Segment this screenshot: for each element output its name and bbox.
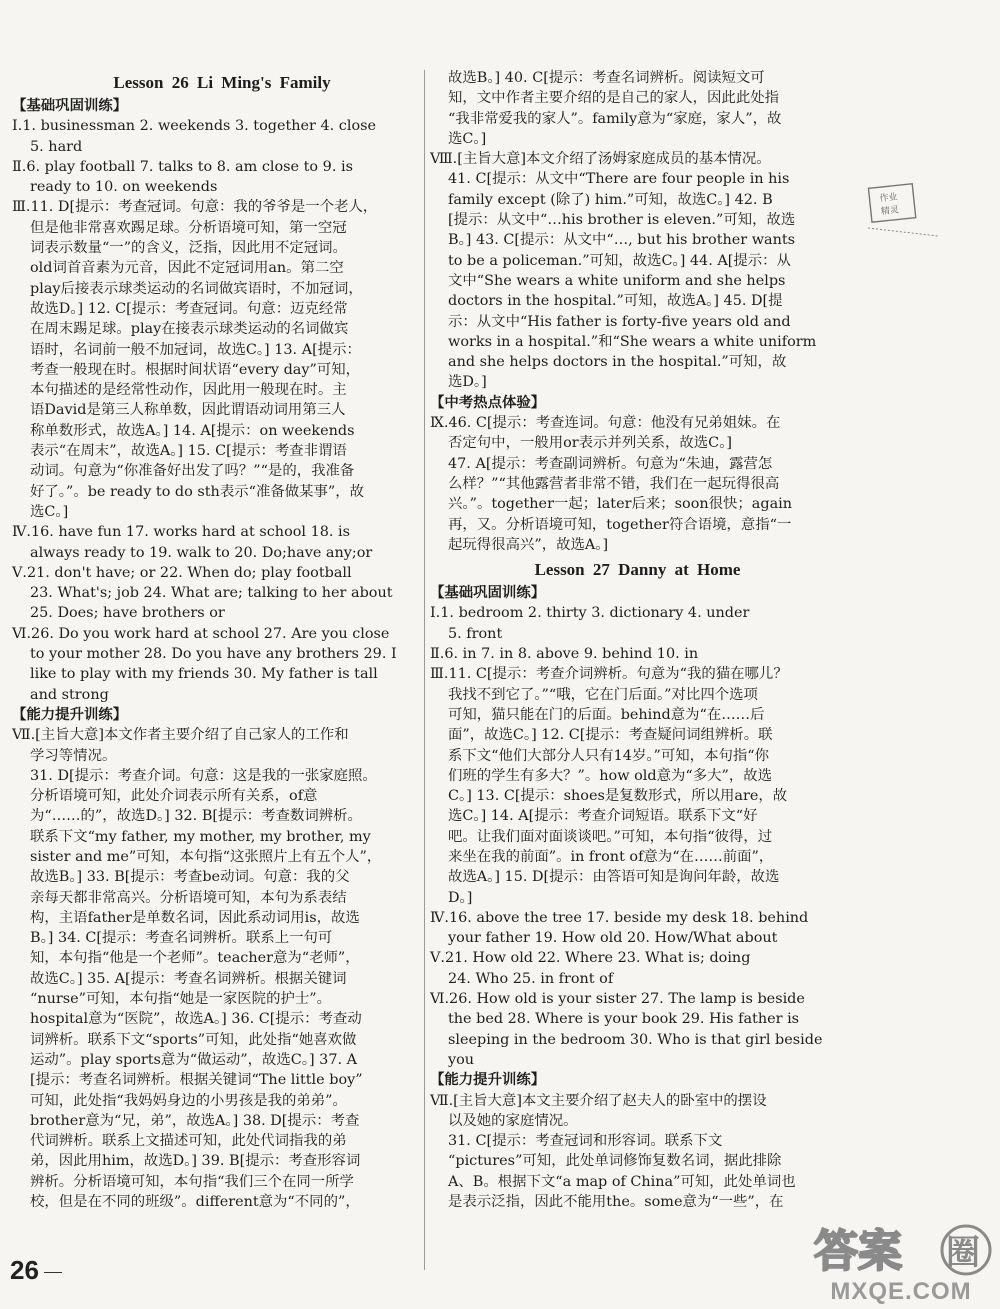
section-heading-advanced-27: 【能力提升训练】 [430, 1072, 546, 1089]
answer-block-exam [430, 413, 845, 555]
answer-line: Ⅱ.6. play football 7. talks to 8. am close to 9. is [12, 158, 353, 175]
answer-line: your father 19. How old 20. How/What about [448, 930, 778, 947]
answer-line: 表示“在周末”，故选A。] 15. C[提示：考查非谓语 [30, 443, 347, 460]
answer-line: 面”，故选C。] 12. C[提示：考查疑问词组辨析。联 [448, 727, 773, 744]
answer-line: 起玩得很高兴”，故选A。] [448, 536, 609, 553]
answer-line: 好了。”。be ready to do sth表示“准备做某事”，故 [30, 483, 365, 500]
lesson-27-title: Lesson 27 Danny at Home [534, 560, 741, 580]
answer-line: 文中“She wears a white uniform and she helps [448, 272, 786, 289]
homework-stamp-logo [862, 182, 942, 240]
answer-line: Ⅳ.16. have fun 17. works hard at school 18. is [12, 524, 351, 541]
answer-block-advanced [12, 725, 432, 1212]
answer-line: Ⅰ.1. bedroom 2. thirty 3. dictionary 4. under [430, 605, 750, 622]
answer-line: the bed 28. Where is your book 29. His father is [448, 1011, 800, 1028]
answer-line: to your mother 28. Do you have any brothers 29. I [30, 646, 397, 663]
answer-line: 47. A[提示：考查副词辨析。句意为“朱迪，露营怎 [448, 455, 773, 472]
answer-line: 称单数形式，故选A。] 14. A[提示：on weekends [30, 422, 355, 439]
answer-line: Ⅵ.26. Do you work hard at school 27. Are you close [12, 625, 390, 642]
answer-line: 以及她的家庭情况。 [448, 1112, 578, 1129]
answer-line: and strong [30, 686, 109, 703]
answer-line: Ⅰ.1. businessman 2. weekends 3. together 4. close [12, 118, 377, 135]
answer-line: 词辨析。联系下文“sports”可知，此处指“她喜欢做 [30, 1031, 357, 1048]
answer-line: like to play with my friends 30. My father is tall [30, 666, 378, 683]
answer-line: play后接表示球类运动的名词做宾语时，不加冠词， [30, 280, 363, 297]
page-number: 26 [10, 1255, 39, 1285]
answer-line: 运动”。play sports意为“做运动”，故选C。] 37. A [30, 1051, 358, 1068]
answer-line: ready to 10. on weekends [30, 179, 218, 196]
answer-line: 24. Who 25. in front of [448, 970, 614, 987]
answer-line: Ⅵ.26. How old is your sister 27. The lamp is beside [430, 991, 805, 1008]
svg-text:圈: 圈 [946, 1233, 980, 1273]
answer-line: 选C。] [448, 130, 487, 147]
answer-line: old词首音素为元音，因此不定冠词用an。第二空 [30, 260, 344, 277]
answer-block-advanced-27 [430, 1091, 845, 1213]
answer-line: 考查一般现在时。根据时间状语“every day”可知， [30, 361, 361, 378]
answer-line: [提示：考查名词辨析。根据关键词“The little boy” [30, 1072, 363, 1089]
answer-line: 5. hard [30, 138, 83, 155]
answer-line: 系下文“他们大部分人只有14岁。”可知，本句指“你 [448, 747, 769, 764]
answer-line: 5. front [448, 625, 503, 642]
answer-line: 是表示泛指，因此不能用the。some意为“一些”，在 [448, 1194, 784, 1211]
answer-line: B。] 34. C[提示：考查名词辨析。联系上一句可 [30, 930, 333, 947]
answer-line: 么样？”“其他露营者非常不错，我们在一起玩得很高 [448, 475, 780, 492]
answer-line: doctors in the hospital.”可知，故选A。] 45. D[提 [448, 293, 783, 310]
answer-line: 动词。句意为“你准备好出发了吗？”“是的，我准备 [30, 463, 355, 480]
answer-line: sister and me”可知，本句指“这张照片上有五个人”， [30, 848, 382, 865]
section-heading-basic: 【基础巩固训练】 [12, 98, 128, 114]
answer-line: 否定句中，一般用or表示并列关系，故选C。] [448, 435, 733, 452]
answer-line: 可知，此处指“我妈妈身边的小男孩是我的弟弟”。 [30, 1092, 347, 1109]
answer-line: brother意为“兄，弟”，故选A。] 38. D[提示：考查 [30, 1112, 360, 1129]
answer-line: family except (除了) him.”可知，故选C。] 42. B [448, 191, 773, 208]
answer-line: 选D。] [448, 374, 487, 391]
answer-line: 25. Does; have brothers or [30, 605, 225, 622]
answer-line: always ready to 19. walk to 20. Do;have any;or [30, 544, 373, 561]
answer-line: Ⅴ.21. don't have; or 22. When do; play football [12, 564, 352, 581]
answer-line: works in a hospital.”和“She wears a white uniform [448, 333, 817, 350]
left-column [12, 68, 432, 1212]
svg-text:答案: 答案 [814, 1226, 902, 1277]
answer-line: 语David是第三人称单数，因此谓语动词用第三人 [30, 402, 346, 419]
answer-line: C。] 13. C[提示：shoes是复数形式，所以用are，故 [448, 788, 788, 805]
lesson-26-title: Lesson 26 Li Ming's Family [113, 73, 331, 92]
answer-line: 语时，名词前一般不加冠词，故选C。] 13. A[提示： [30, 341, 361, 358]
answer-block-basic [12, 116, 432, 705]
answer-line: 们班的学生有多大？”。how old意为“多大”，故选 [448, 767, 773, 784]
answer-line: 选C。] [30, 503, 69, 520]
answer-line: 我找不到它了。”“哦，它在门后面。”对比四个选项 [448, 686, 758, 703]
answer-line: 兴。”。together一起；later后来；soon很快；again [448, 496, 793, 513]
answer-line: 知，本句指“他是一个老师”。teacher意为“老师”， [30, 950, 360, 967]
answer-line: 校，但是在不同的班级”。different意为“不同的”， [30, 1194, 360, 1211]
answer-line: 吧。让我们面对面谈谈吧。”可知，本句指“彼得，过 [448, 828, 773, 845]
answer-line: to be a policeman.”可知，故选C。] 44. A[提示：从 [448, 252, 791, 269]
answer-line: 弟，因此用him，故选D。] 39. B[提示：考查形容词 [30, 1153, 361, 1170]
answer-line: Ⅲ.11. D[提示：考查冠词。句意：我的爷爷是一个老人， [12, 199, 378, 216]
answer-line: 构，主语father是单数名词，因此系动词用is，故选 [30, 909, 360, 926]
answer-line: Ⅳ.16. above the tree 17. beside my desk 18. behind [430, 909, 809, 926]
section-heading-exam: 【中考热点体验】 [430, 394, 546, 411]
answer-line: 故选B。] 40. C[提示：考查名词辨析。阅读短文可 [448, 70, 765, 86]
answer-line: 故选D。] 12. C[提示：考查冠词。句意：迈克经常 [30, 300, 348, 317]
answer-line: B。] 43. C[提示：从文中“…, but his brother wants [448, 232, 796, 249]
section-heading-basic-27: 【基础巩固训练】 [430, 585, 546, 602]
answer-block-continued [430, 68, 845, 393]
answer-line: 示：从文中“His father is forty-five years old and [448, 313, 791, 330]
answer-line: 本句描述的是经常性动作，因此用一般现在时。主 [30, 382, 347, 399]
answer-line: 可知，猫只能在门的后面。behind意为“在……后 [448, 706, 765, 723]
answer-line: “pictures”可知，此处单词修饰复数名词，据此排除 [448, 1153, 782, 1170]
answer-line: 故选B。] 33. B[提示：考查be动词。句意：我的父 [30, 869, 350, 886]
answer-line: 分析语境可知，此处介词表示所有关系，of意 [30, 788, 318, 805]
page-number-rule [44, 1272, 62, 1273]
svg-text:作业: 作业 [879, 192, 899, 205]
answer-line: 代词辨析。联系上文描述可知，此处代词指我的弟 [30, 1133, 347, 1150]
answer-line: Ⅴ.21. How old 22. Where 23. What is; doing [430, 950, 751, 967]
watermark-logo-icon [806, 1220, 996, 1280]
answer-line: 23. What's; job 24. What are; talking to her about [30, 585, 393, 602]
answer-line: 辨析。分析语境可知，本句指“我们三个在同一所学 [30, 1173, 354, 1190]
answer-line: 为“……的”，故选D。] 32. B[提示：考查数词辨析。 [30, 808, 362, 825]
answer-line: you [448, 1051, 475, 1068]
answer-line: 但是他非常喜欢踢足球。分析语境可知，第一空冠 [30, 219, 347, 236]
answer-line: 联系下文“my father, my mother, my brother, my [30, 828, 371, 845]
answer-line: 41. C[提示：从文中“There are four people in his [448, 171, 790, 188]
answer-line: 再，又。分析语境可知，together符合语境，意指“一 [448, 516, 792, 533]
answer-line: Ⅶ.[主旨大意]本文主要介绍了赵夫人的卧室中的摆设 [430, 1092, 767, 1109]
answer-line: 词表示数量“一”的含义，泛指，因此用不定冠词。 [30, 240, 347, 257]
answer-line: 来坐在我的前面”。in front of意为“在……前面”， [448, 848, 774, 865]
answer-line: 亲每天都非常高兴。分析语境可知，本句为系表结 [30, 889, 347, 906]
answer-line: “我非常爱我的家人”。family意为“家庭，家人”，故 [448, 110, 782, 127]
answer-line: 故选C。] 35. A[提示：考查名词辨析。根据关键词 [30, 970, 347, 987]
answer-line: 31. D[提示：考查介词。句意：这是我的一张家庭照。 [30, 767, 377, 784]
answer-line: Ⅲ.11. C[提示：考查介词辨析。句意为“我的猫在哪儿？ [430, 666, 788, 683]
answer-line: 在周末踢足球。play在接表示球类运动的名词做宾 [30, 321, 349, 338]
column-divider [424, 70, 425, 1270]
answer-line: 知，文中作者主要介绍的是自己的家人，因此此处指 [448, 90, 779, 107]
answer-line: D。] [448, 889, 473, 906]
answer-line: Ⅷ.[主旨大意]本文介绍了汤姆家庭成员的基本情况。 [430, 151, 771, 168]
answer-line: Ⅸ.46. C[提示：考查连词。句意：他没有兄弟姐妹。在 [430, 415, 781, 432]
section-heading-advanced: 【能力提升训练】 [12, 706, 128, 723]
answer-line: A、B。根据下文“a map of China”可知，此处单词也 [448, 1173, 796, 1190]
answer-line: Ⅶ.[主旨大意]本文作者主要介绍了自己家人的工作和 [12, 727, 349, 744]
answer-line: 31. C[提示：考查冠词和形容词。联系下文 [448, 1133, 723, 1150]
answer-line: 学习等情况。 [30, 747, 117, 764]
answer-line: sleeping in the bedroom 30. Who is that girl beside [448, 1031, 823, 1048]
watermark-url: MXQE.COM [830, 1278, 972, 1305]
right-column [430, 68, 845, 1212]
svg-text:精灵: 精灵 [880, 205, 900, 218]
answer-line: Ⅱ.6. in 7. in 8. above 9. behind 10. in [430, 646, 699, 663]
answer-line: 故选A。] 15. D[提示：由答语可知是询问年龄，故选 [448, 869, 780, 886]
site-watermark [806, 1220, 996, 1308]
answer-line: 选C。] 14. A[提示：考查介词短语。联系下文“好 [448, 808, 758, 825]
answer-line: and she helps doctors in the hospital.”可知，故 [448, 354, 787, 371]
answer-line: [提示：从文中“…his brother is eleven.”可知，故选 [448, 212, 796, 229]
answer-line: “nurse”可知，本句指“她是一家医院的护士”。 [30, 991, 331, 1008]
answer-block-basic-27 [430, 603, 845, 1070]
answer-line: hospital意为“医院”，故选A。] 36. C[提示：考查动 [30, 1011, 362, 1028]
